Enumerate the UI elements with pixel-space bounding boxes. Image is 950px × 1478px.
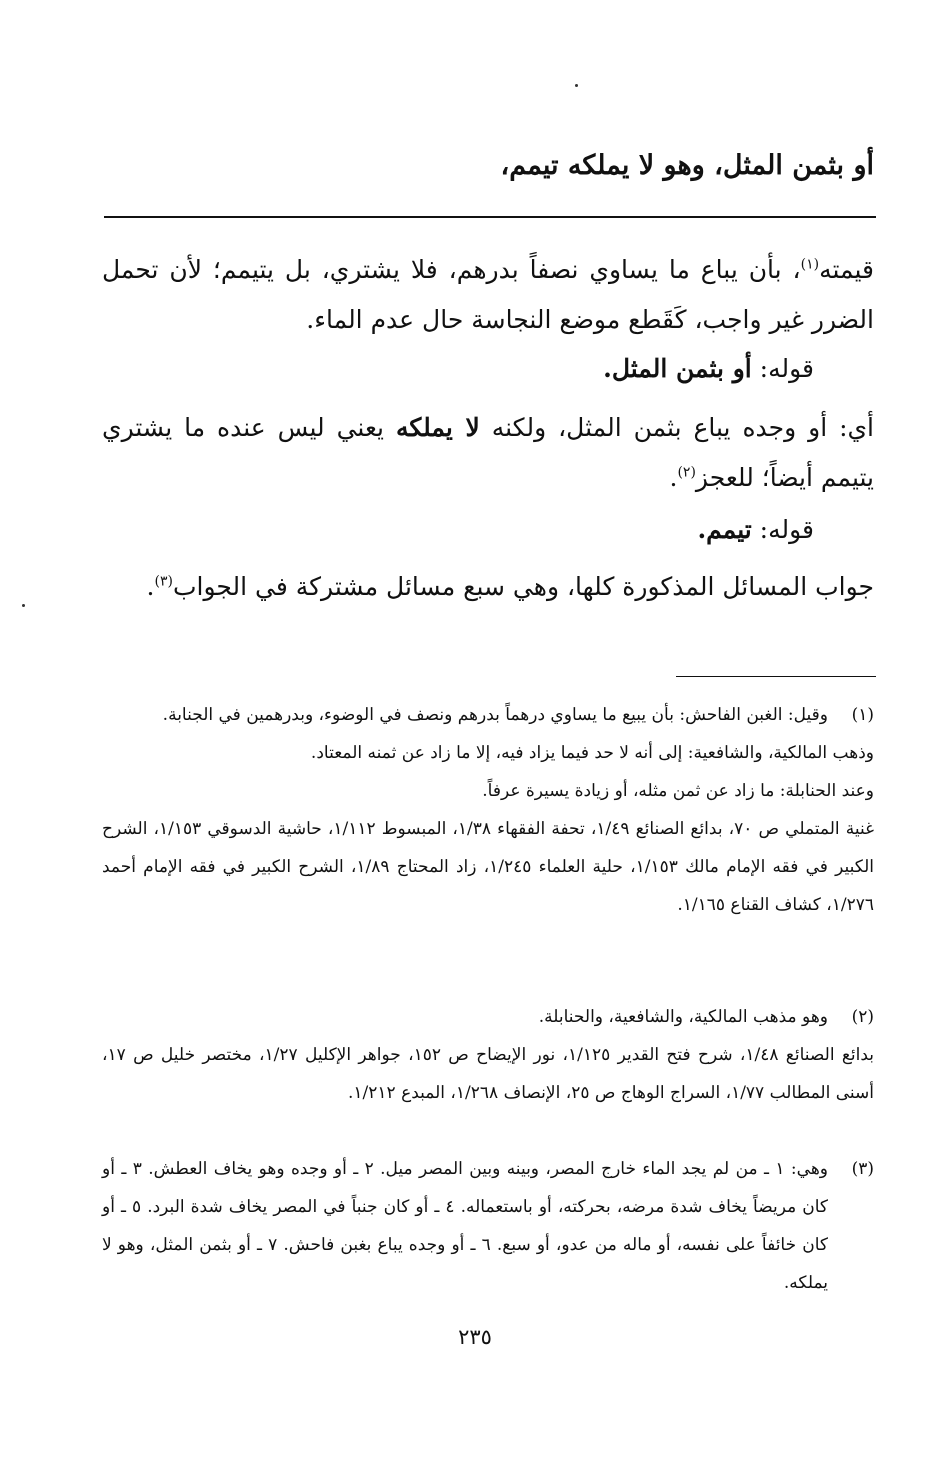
paragraph-2-part-1: أي: أو وجده يباع بثمن المثل، ولكنه: [479, 413, 875, 442]
paragraph-2-end: .: [669, 463, 678, 492]
footnote-2-text: وهو مذهب المالكية، والشافعية، والحنابلة.: [538, 1007, 828, 1027]
header-divider: [104, 216, 876, 218]
paragraph-2: [102, 403, 874, 503]
footnote-3-text: وهي: ١ ـ من لم يجد الماء خارج المصر، وبينه وبين المصر ميل. ٢ ـ أو وجده وهو يخاف العطش. ٣ ـ أو كان مريضاً يخاف شدة مرضه، بحركته، أو باستعماله. ٤ ـ أو كان جنباً في المصر يخاف شدة البرد. ٥ ـ أو كان خائفاً على نفسه، أو ماله من عدو، أو سبع. ٦ ـ أو وجده يباع بغبن فاحش. ٧ ـ أو بثمن المثل، وهو لا يملكه.: [102, 1159, 828, 1293]
quote-label-2: [114, 508, 814, 552]
footnote-divider: [676, 676, 876, 677]
quote-label-1-prefix: قوله:: [751, 354, 814, 383]
footnote-3: [102, 1150, 874, 1302]
footnote-3-number: (٣): [851, 1159, 874, 1179]
quote-label-2-prefix: قوله:: [751, 515, 814, 544]
quote-label-2-text: تيمم.: [697, 515, 752, 544]
scan-speck: [22, 604, 25, 607]
footnote-ref-1[interactable]: (١): [800, 256, 820, 273]
footnote-1-text: وقيل: الغبن الفاحش: بأن يبيع ما يساوي درهماً بدرهم ونصف في الوضوء، وبدرهمين في الجنابة.: [162, 705, 828, 725]
footnote-2: [102, 998, 874, 1112]
footnote-1-sources: غنية المتملي ص ٧٠، بدائع الصنائع ١/٤٩، تحفة الفقهاء ١/٣٨، المبسوط ١/١١٢، حاشية الدسوقي ١/١٥٣، الشرح الكبير في فقه الإمام مالك ١/١٥٣، حلية العلماء ١/٢٤٥، زاد المحتاج ١/٨٩، الشرح الكبير في فقه الإمام أحمد ١/٢٧٦، كشاف القناع ١/١٦٥.: [102, 819, 875, 915]
paragraph-3-text: جواب المسائل المذكورة كلها، وهي سبع مسائل مشتركة في الجواب: [172, 572, 874, 601]
quote-label-1: [114, 347, 814, 391]
footnote-2-number: (٢): [851, 1007, 874, 1027]
paragraph-1: [102, 245, 874, 345]
footnote-ref-2[interactable]: (٢): [677, 464, 696, 481]
scan-speck: [575, 84, 578, 87]
footnote-1-line-1: وذهب المالكية، والشافعية: إلى أنه لا حد فيما يزاد فيه، إلا ما زاد عن ثمنه المعتاد.: [310, 743, 874, 763]
paragraph-2-bold: لا يملكه: [395, 413, 480, 442]
paragraph-1-rest: ، بأن يباع ما يساوي نصفاً بدرهم، فلا يشتري، بل يتيمم؛ لأن تحمل الضرر غير واجب، كَقَطع موضع النجاسة حال عدم الماء.: [102, 255, 874, 334]
footnote-ref-3[interactable]: (٣): [154, 573, 173, 590]
running-header: أو بثمن المثل، وهو لا يملكه تيمم،: [500, 150, 874, 181]
footnote-1-line-2: وعند الحنابلة: ما زاد عن ثمن مثله، أو زيادة يسيرة عرفاً.: [482, 781, 874, 801]
paragraph-3: [102, 562, 874, 612]
paragraph-1-start: قيمته: [819, 255, 874, 284]
quote-label-1-text: أو بثمن المثل.: [603, 354, 752, 383]
footnote-2-sources: بدائع الصنائع ١/٤٨، شرح فتح القدير ١/١٢٥، نور الإيضاح ص ١٥٢، جواهر الإكليل ١/٢٧، مختصر خليل ص ١٧، أسنى المطالب ١/٧٧، السراج الوهاج ص ٢٥، الإنصاف ١/٢٦٨، المبدع ١/٢١٢.: [102, 1045, 875, 1103]
page-number: ٢٣٥: [458, 1325, 492, 1349]
paragraph-2-part-2: يعني ليس عنده ما يشتري يتيمم أيضاً؛ للعجز: [102, 413, 874, 492]
paragraph-3-end: .: [146, 572, 155, 601]
footnote-1-number: (١): [851, 705, 874, 725]
footnote-1: [102, 696, 874, 924]
